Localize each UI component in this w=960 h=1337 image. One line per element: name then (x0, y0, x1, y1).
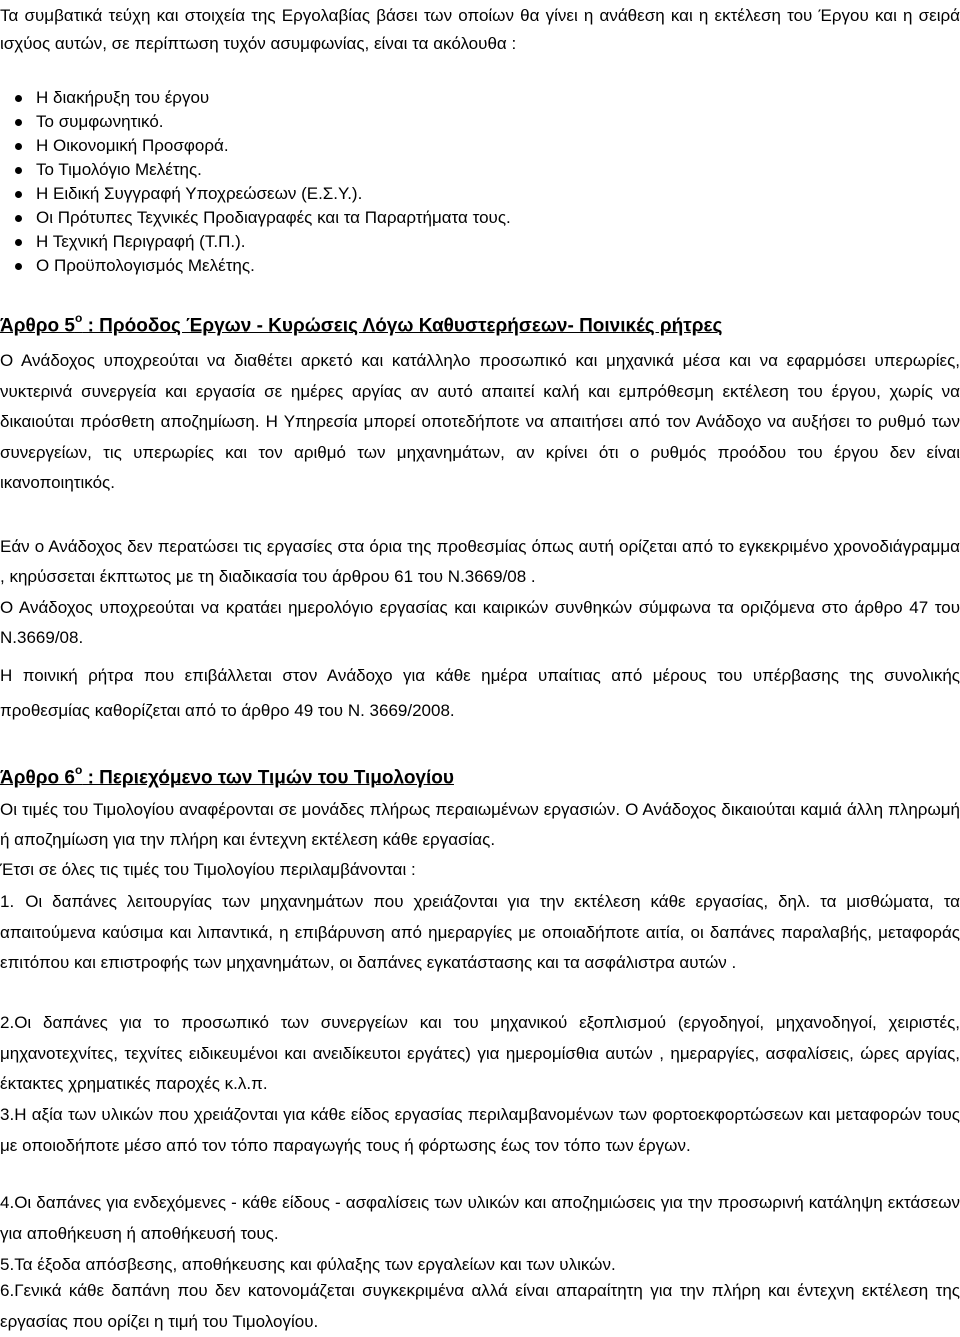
list-item (0, 1008, 960, 1100)
list-item (0, 1100, 960, 1161)
item-number: 2. (0, 1013, 15, 1032)
list-item (0, 1188, 960, 1249)
item-text: Οι δαπάνες για το προσωπικό των συνεργείων και του μηχανικού εξοπλισμού (εργοδηγοί, μηχανοδηγοί, χειριστές, μηχανοτεχνίτες, τεχνίτες ειδικευμένοι και ανειδίκευτοι εργάτες) για ημερομίσθια αυτών , ημεραργίες, ασφαλίσεις, ώρες αργίας, έκτακτες χρηματικές παροχές κ.λ.π. (0, 1013, 960, 1093)
list-item (0, 887, 960, 979)
list-item: Το συμφωνητικό. (0, 110, 511, 134)
list-item: Η Ειδική Συγγραφή Υποχρεώσεων (Ε.Σ.Υ.). (0, 182, 511, 206)
article-5-paragraph-1: Ο Ανάδοχος υποχρεούται να διαθέτει αρκετό και κατάλληλο προσωπικό και μηχανικά μέσα και να εφαρμόσει υπερωρίες, νυκτερινά συνεργεία και εργασία σε ημέρες αργίας αν αυτό απαιτεί καλή και εμπρόθεσμη εκτέλεση του έργου, χωρίς να δικαιούται πρόσθετη αποζημίωση. Η Υπηρεσία μπορεί οποτεδήποτε να απαιτήσει από τον Ανάδοχο να αυξήσει το ρυθμό των συνεργείων, τις υπερωρίες και τον αριθμό των μηχανημάτων, αν κρίνει ότι ο ρυθμός προόδου του έργου δεν είναι ικανοποιητικός. (0, 351, 960, 492)
item-number: 1. (0, 892, 15, 911)
article-5-paragraph-2: Εάν ο Ανάδοχος δεν περατώσει τις εργασίες στα όρια της προθεσμίας όπως αυτή ορίζεται από το εγκεκριμένο χρονοδιάγραμμα , κηρύσσεται έκπτωτος με τη διαδικασία του άρθρου 61 του Ν.3669/08 . (0, 537, 960, 586)
list-item: Η Οικονομική Προσφορά. (0, 134, 511, 158)
list-item: Η Τεχνική Περιγραφή (Τ.Π.). (0, 230, 511, 254)
list-item (0, 1276, 960, 1337)
item-number: 5. (0, 1255, 15, 1274)
item-number: 4. (0, 1193, 15, 1212)
contract-documents-list (0, 86, 511, 278)
intro-paragraph: Τα συμβατικά τεύχη και στοιχεία της Εργολαβίας βάσει των οποίων θα γίνει η ανάθεση και η εκτέλεση του Έργου και η σειρά ισχύος αυτών, σε περίπτωση τυχόν ασυμφωνίας, είναι τα ακόλουθα : (0, 6, 960, 53)
list-item: Οι Πρότυπες Τεχνικές Προδιαγραφές και τα Παραρτήματα τους. (0, 206, 511, 230)
item-number: 6. (0, 1281, 15, 1300)
item-text: Γενικά κάθε δαπάνη που δεν κατονομάζεται συγκεκριμένα αλλά είναι απαραίτητη για την πλήρη και έντεχνη εκτέλεση της εργασίας που ορίζει η τιμή του Τιμολογίου. (0, 1281, 960, 1331)
item-number: 3. (0, 1105, 15, 1124)
item-text: Τα έξοδα απόσβεσης, αποθήκευσης και φύλαξης των εργαλείων και των υλικών. (14, 1255, 616, 1274)
item-text: Οι δαπάνες για ενδεχόμενες - κάθε είδους - ασφαλίσεις των υλικών και αποζημιώσεις για την προσωρινή κατάληψη εκτάσεων για αποθήκευση ή αποθήκευσή τους. (0, 1193, 960, 1243)
article-6-heading: Άρθρο $6^o$ : Περιεχόμενο των Τιμών του Τιμολογίου (0, 763, 454, 789)
list-item: Ο Προϋπολογισμός Μελέτης. (0, 254, 511, 278)
list-item: Η διακήρυξη του έργου (0, 86, 511, 110)
article-5-heading: Άρθρο $5^o$ : Πρόοδος Έργων - Κυρώσεις Λόγω Καθυστερήσεων- Ποινικές ρήτρες (0, 311, 723, 337)
article-5-paragraph-4: Η ποινική ρήτρα που επιβάλλεται στον Ανάδοχο για κάθε ημέρα υπαίτιας από μέρους του υπέρβασης της συνολικής προθεσμίας καθορίζεται από το άρθρο 49 του Ν. 3669/2008. (0, 666, 960, 720)
item-text: Η αξία των υλικών που χρειάζονται για κάθε είδος εργασίας περιλαμβανομένων των φορτοεκφορτώσεων και μεταφορών τους με οποιοδήποτε μέσο από τον τόπο παραγωγής τους ή φόρτωσης έως τον τόπο των έργων. (0, 1105, 960, 1155)
article-5-paragraph-3: Ο Ανάδοχος υποχρεούται να κρατάει ημερολόγιο εργασίας και καιρικών συνθηκών σύμφωνα τα οριζόμενα στο άρθρο 47 του Ν.3669/08. (0, 598, 960, 647)
article-6-paragraph-1: Οι τιμές του Τιμολογίου αναφέρονται σε μονάδες πλήρως περαιωμένων εργασιών. Ο Ανάδοχος δικαιούται καμιά άλλη πληρωμή ή αποζημίωση για την πλήρη και έντεχνη εκτέλεση κάθε εργασίας. (0, 800, 960, 849)
article-6-paragraph-2: Έτσι σε όλες τις τιμές του Τιμολογίου περιλαμβάνονται : (0, 860, 416, 879)
item-text: Οι δαπάνες λειτουργίας των μηχανημάτων που χρειάζονται για την εκτέλεση κάθε εργασίας, δηλ. τα μισθώματα, τα απαιτούμενα καύσιμα και λιπαντικά, η επιβάρυνση από ημεραργίες με οποιαδήποτε αιτία, οι δαπάνες παραλαβής, μεταφοράς επιτόπου και επιστροφής των μηχανημάτων, οι δαπάνες εγκατάστασης και τα ασφάλιστρα αυτών . (0, 892, 960, 972)
list-item: Το Τιμολόγιο Μελέτης. (0, 158, 511, 182)
